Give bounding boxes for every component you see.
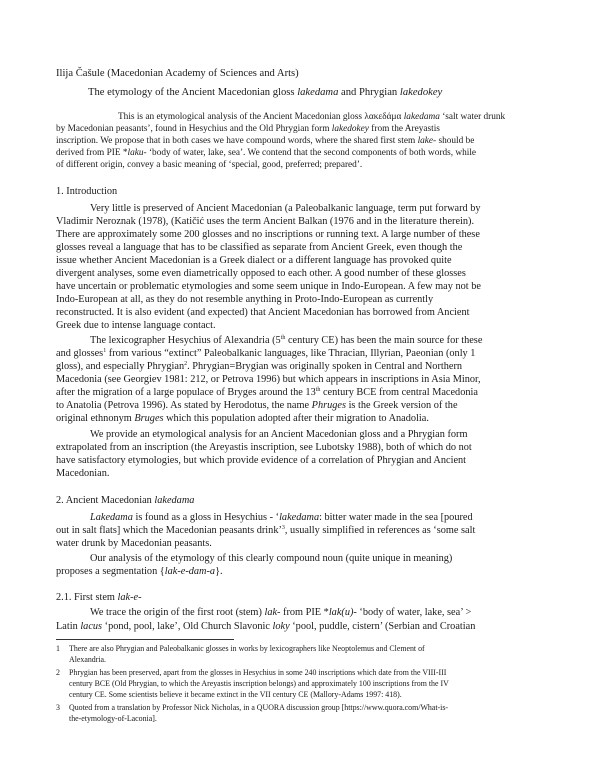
footnote-text: century CE. Some scientists believe it became extinct in the VII century CE (Mallory-Adams 1997: 418). bbox=[69, 690, 402, 699]
body-line: extrapolated from an inscription (the Areyastis inscription, see Lubotsky 1988), both of which do not bbox=[56, 442, 472, 453]
footnote-link[interactable]: the-etymology-of-Laconia]. bbox=[69, 714, 157, 723]
footnote-number: 3 bbox=[56, 703, 60, 712]
body-line: out in salt flats] which the Macedonian peasants drink’$^3$, usually simplified in references as ‘some salt bbox=[56, 525, 476, 536]
body-line: Indo-European at all, as they do not resemble anything in Proto-Indo-European as currently bbox=[56, 294, 434, 305]
footnote-text: Quoted from a translation by Professor Nick Nicholas, in a QUORA discussion group [https://www.quora.com/What-is- bbox=[69, 703, 449, 712]
footnote-number: 2 bbox=[56, 668, 60, 677]
section-heading-introduction: 1. Introduction bbox=[56, 186, 118, 197]
body-line: We trace the origin of the first root (stem) lak- from PIE *lak(u)- ‘body of water, lake, sea’ > bbox=[90, 607, 472, 618]
section-heading-lakedama: 2. Ancient Macedonian lakedama bbox=[56, 495, 195, 506]
body-line: after the migration of a large populace of Bryges around the 13th century BCE from central Macedonia bbox=[56, 387, 478, 398]
body-line: We provide an etymological analysis for an Ancient Macedonian gloss and a Phrygian form bbox=[90, 429, 468, 440]
section-heading-first-stem: 2.1. First stem lak-e- bbox=[56, 592, 142, 603]
body-line: divergent analyses, some even diametrically opposed to each other. A good number of these glosses bbox=[56, 268, 466, 279]
body-line: and glosses$^1$ from various “extinct” Paleobalkanic languages, like Thracian, Illyrian, Paeonian (only 1 bbox=[56, 348, 476, 359]
body-line: proposes a segmentation {lak-e-dam-a}. bbox=[56, 566, 223, 577]
abstract-line: This is an etymological analysis of the Ancient Macedonian gloss λακεδάμα lakedama ‘salt water drunk bbox=[118, 112, 506, 122]
abstract-line: of different origin, convey a basic meaning of ‘special, good, preferred; prepared’. bbox=[56, 160, 363, 170]
body-line: Greek due to intense language contact. bbox=[56, 320, 216, 331]
body-line: have satisfactory etymologies, but which provide evidence of a correlation of Phrygian and Ancient bbox=[56, 455, 467, 466]
author-line: Ilija Čašule (Macedonian Academy of Sciences and Arts) bbox=[56, 68, 299, 79]
footnote-text: Alexandria. bbox=[69, 655, 107, 664]
body-line: gloss), and especially Phrygian$^2$. Phrygian=Brygian was originally spoken in Central and Northern bbox=[56, 361, 463, 372]
footnote-text: century BCE (Old Phrygian, to which the Areyastis inscription belongs) and approximately 100 inscriptions from the IV bbox=[69, 679, 449, 688]
body-line: reconstructed. It is also evident (and expected) that Ancient Macedonian has borrowed from Ancient bbox=[56, 307, 470, 318]
body-line: Lakedama is found as a gloss in Hesychius - ‘lakedama: bitter water made in the sea [poured bbox=[90, 512, 473, 523]
body-line: original ethnonym Bruges which this population adopted after their migration to Anadolia. bbox=[56, 413, 429, 424]
paper-title: The etymology of the Ancient Macedonian gloss lakedama and Phrygian lakedokey bbox=[88, 87, 443, 98]
footnote-text: Phrygian has been preserved, apart from the glosses in Hesychius in some 240 inscriptions which date from the VIII-III bbox=[69, 668, 447, 677]
abstract-line: by Macedonian peasants’, found in Hesychius and the Old Phrygian form lakedokey from the Areyastis bbox=[56, 124, 440, 134]
body-line: have uncertain or problematic etymologies and some seem unique in Indo-European. A few may not be bbox=[56, 281, 481, 292]
body-line: glosses reveal a language that has to be classified as separate from Ancient Greek, even though the bbox=[56, 242, 463, 253]
footnote-separator bbox=[56, 639, 234, 640]
footnote-number: 1 bbox=[56, 644, 60, 653]
body-line: water drunk by Macedonian peasants. bbox=[56, 538, 212, 549]
body-line: to Anatolia (Petrova 1996). As stated by Herodotus, the name Phruges is the Greek version of the bbox=[56, 400, 458, 411]
footnote-ref-3[interactable]: 3 bbox=[281, 525, 285, 531]
body-line: The lexicographer Hesychius of Alexandria (5th century CE) has been the main source for these bbox=[90, 335, 483, 346]
footnote-text: There are also Phrygian and Paleobalkanic glosses in works by lexicographers like Neoptolemus and Clement of bbox=[69, 644, 425, 653]
footnote-ref-2[interactable]: 2 bbox=[184, 361, 188, 367]
body-line: Vladimir Neroznak (1978), (Katičić uses the term Ancient Balkan (1976 and in the literature therein). bbox=[56, 216, 475, 227]
body-line: Macedonia (see Georgiev 1981: 212, or Petrova 1996) but which appears in inscriptions in Asia Minor, bbox=[56, 374, 481, 385]
body-line: issue whether Ancient Macedonian is a Greek dialect or a different language has provoked quite bbox=[56, 255, 452, 266]
body-line: Very little is preserved of Ancient Macedonian (a Paleobalkanic language, term put forward by bbox=[90, 203, 481, 214]
body-line: Macedonian. bbox=[56, 468, 110, 479]
abstract-line: inscription. We propose that in both cases we have compound words, where the shared first stem lake- should be bbox=[56, 136, 475, 146]
body-line: Our analysis of the etymology of this clearly compound noun (quite unique in meaning) bbox=[90, 553, 453, 564]
footnote-ref-1[interactable]: 1 bbox=[103, 348, 107, 354]
body-line: There are approximately some 200 glosses and no inscriptions or running text. A large number of these bbox=[56, 229, 480, 240]
body-line: Latin lacus ‘pond, pool, lake’, Old Church Slavonic loky ‘pool, puddle, cistern’ (Serbian and Croatian bbox=[56, 621, 476, 632]
abstract-line: derived from PIE *laku- ‘body of water, lake, sea’. We contend that the second components of both words, while bbox=[56, 148, 477, 158]
